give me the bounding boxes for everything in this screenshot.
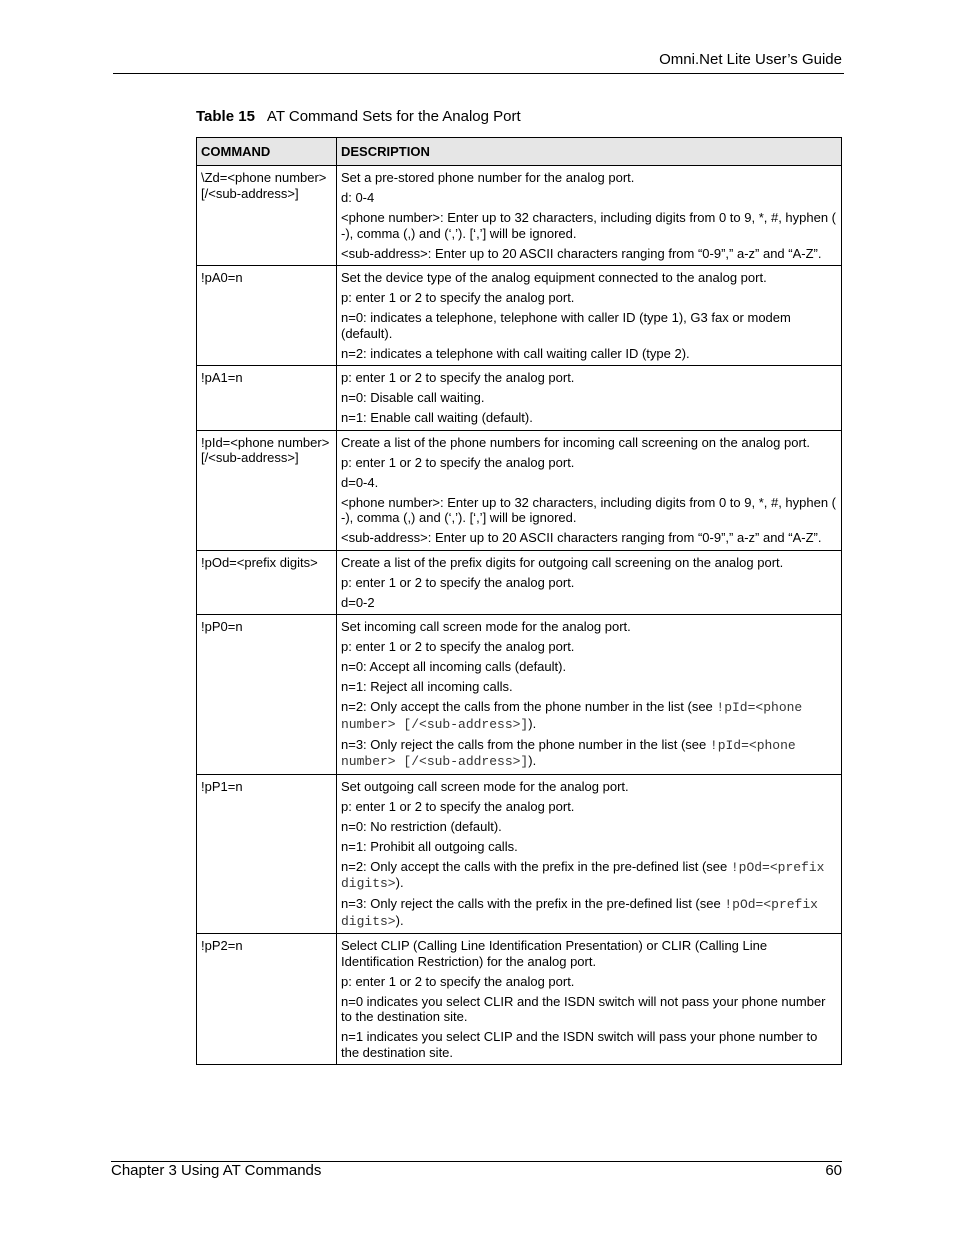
- description-text: n=3: Only reject the calls with the prefix in the pre-defined list (see: [341, 896, 725, 911]
- description-line: d=0-4.: [341, 474, 379, 490]
- description-cell: [337, 430, 842, 550]
- description-cell: [337, 366, 842, 431]
- description-line: p: enter 1 or 2 to specify the analog port.: [341, 290, 575, 305]
- description-line: Select CLIP (Calling Line Identification Presentation) or CLIR (Calling Line Identification Restriction) for the analog port.: [341, 938, 768, 969]
- table-row: [197, 615, 842, 775]
- description-line: n=0: No restriction (default).: [341, 818, 502, 834]
- description-line: p: enter 1 or 2 to specify the analog port.: [341, 639, 575, 654]
- command-cell: !pOd=<prefix digits>: [197, 550, 337, 615]
- description-text: ).: [395, 912, 404, 928]
- description-text: ).: [395, 875, 404, 890]
- command-cell: !pId=<phone number> [/<sub-address>]: [197, 430, 337, 550]
- command-cell: !pP2=n: [197, 934, 337, 1065]
- column-header-description: DESCRIPTION: [337, 138, 842, 166]
- table-row: [197, 430, 842, 550]
- description-line: n=1: Prohibit all outgoing calls.: [341, 838, 518, 854]
- description-line: n=1: Enable call waiting (default).: [341, 410, 533, 425]
- description-text: n=2: Only accept the calls from the phone number in the list (see: [341, 699, 717, 714]
- description-line: Create a list of the phone numbers for incoming call screening on the analog port.: [341, 434, 810, 450]
- table-row: [197, 934, 842, 1065]
- footer-page-number: 60: [825, 1162, 842, 1179]
- description-line: p: enter 1 or 2 to specify the analog port.: [341, 973, 575, 989]
- description-line: p: enter 1 or 2 to specify the analog port.: [341, 370, 575, 385]
- description-line: p: enter 1 or 2 to specify the analog port.: [341, 454, 575, 470]
- table-caption: [196, 108, 521, 125]
- command-reference: !pOd=<prefix digits>: [341, 859, 825, 891]
- table-body: [197, 166, 842, 1065]
- description-line: [341, 859, 836, 892]
- description-line: n=0: Disable call waiting.: [341, 390, 485, 405]
- description-text: n=3: Only reject the calls from the phone number in the list (see: [341, 736, 710, 752]
- command-cell: !pP0=n: [197, 615, 337, 775]
- command-cell: !pA1=n: [197, 366, 337, 431]
- description-line: n=0: indicates a telephone, telephone with caller ID (type 1), G3 fax or modem (default).: [341, 310, 791, 341]
- description-line: n=0: Accept all incoming calls (default).: [341, 659, 567, 674]
- table-row: [197, 166, 842, 266]
- table-row: [197, 550, 842, 615]
- description-line: p: enter 1 or 2 to specify the analog port.: [341, 574, 575, 590]
- command-cell: \Zd=<phone number> [/<sub-address>]: [197, 166, 337, 266]
- description-line: Set incoming call screen mode for the analog port.: [341, 619, 631, 634]
- running-header-title: Omni.Net Lite User’s Guide: [659, 51, 842, 68]
- description-line: d=0-2: [341, 594, 375, 610]
- description-line: n=1 indicates you select CLIP and the ISDN switch will pass your phone number to the destination site.: [341, 1029, 818, 1060]
- table-row: [197, 366, 842, 431]
- table-row: [197, 774, 842, 934]
- description-line: d: 0-4: [341, 190, 375, 205]
- description-cell: [337, 166, 842, 266]
- command-cell: !pP1=n: [197, 774, 337, 934]
- command-reference: !pOd=<prefix digits>: [341, 897, 818, 929]
- table-header-row: [197, 138, 842, 166]
- description-line: Create a list of the prefix digits for outgoing call screening on the analog port.: [341, 554, 784, 570]
- command-reference: !pId=<phone number> [/<sub-address>]: [341, 700, 803, 732]
- column-header-command: COMMAND: [197, 138, 337, 166]
- description-line: n=1: Reject all incoming calls.: [341, 679, 513, 694]
- description-line: Set a pre-stored phone number for the analog port.: [341, 170, 635, 185]
- table-caption-number: Table 15: [196, 108, 255, 125]
- description-line: <phone number>: Enter up to 32 characters, including digits from 0 to 9, *, #, hyphen ( -), comma (,) and (‘,’). [‘,’] will be ignored.: [341, 494, 837, 525]
- description-line: <phone number>: Enter up to 32 characters, including digits from 0 to 9, *, #, hyphen ( -), comma (,) and (‘,’). [‘,’] will be ignored.: [341, 210, 837, 241]
- at-command-table: [196, 137, 842, 1065]
- table-caption-text: AT Command Sets for the Analog Port: [266, 108, 521, 125]
- description-text: ).: [528, 715, 537, 731]
- command-cell: !pA0=n: [197, 266, 337, 366]
- header-rule: [113, 73, 844, 74]
- description-cell: [337, 266, 842, 366]
- command-reference: !pId=<phone number> [/<sub-address>]: [341, 737, 796, 769]
- description-line: Set the device type of the analog equipment connected to the analog port.: [341, 270, 767, 285]
- description-line: <sub-address>: Enter up to 20 ASCII characters ranging from “0-9”,” a-z” and “A-Z”.: [341, 245, 822, 261]
- description-line: n=0 indicates you select CLIR and the ISDN switch will not pass your phone number to the destination site.: [341, 993, 826, 1024]
- description-line: <sub-address>: Enter up to 20 ASCII characters ranging from “0-9”,” a-z” and “A-Z”.: [341, 530, 822, 545]
- description-line: n=2: indicates a telephone with call waiting caller ID (type 2).: [341, 345, 690, 361]
- description-line: p: enter 1 or 2 to specify the analog port.: [341, 798, 575, 814]
- description-line: [341, 896, 836, 929]
- description-text: ).: [528, 753, 537, 768]
- description-line: [341, 737, 836, 770]
- description-line: [341, 699, 836, 732]
- table-row: [197, 266, 842, 366]
- description-cell: [337, 550, 842, 615]
- description-cell: [337, 934, 842, 1065]
- description-line: Set outgoing call screen mode for the analog port.: [341, 778, 629, 794]
- description-text: n=2: Only accept the calls with the prefix in the pre-defined list (see: [341, 858, 731, 874]
- footer-chapter: Chapter 3 Using AT Commands: [111, 1162, 322, 1179]
- description-cell: [337, 774, 842, 934]
- description-cell: [337, 615, 842, 775]
